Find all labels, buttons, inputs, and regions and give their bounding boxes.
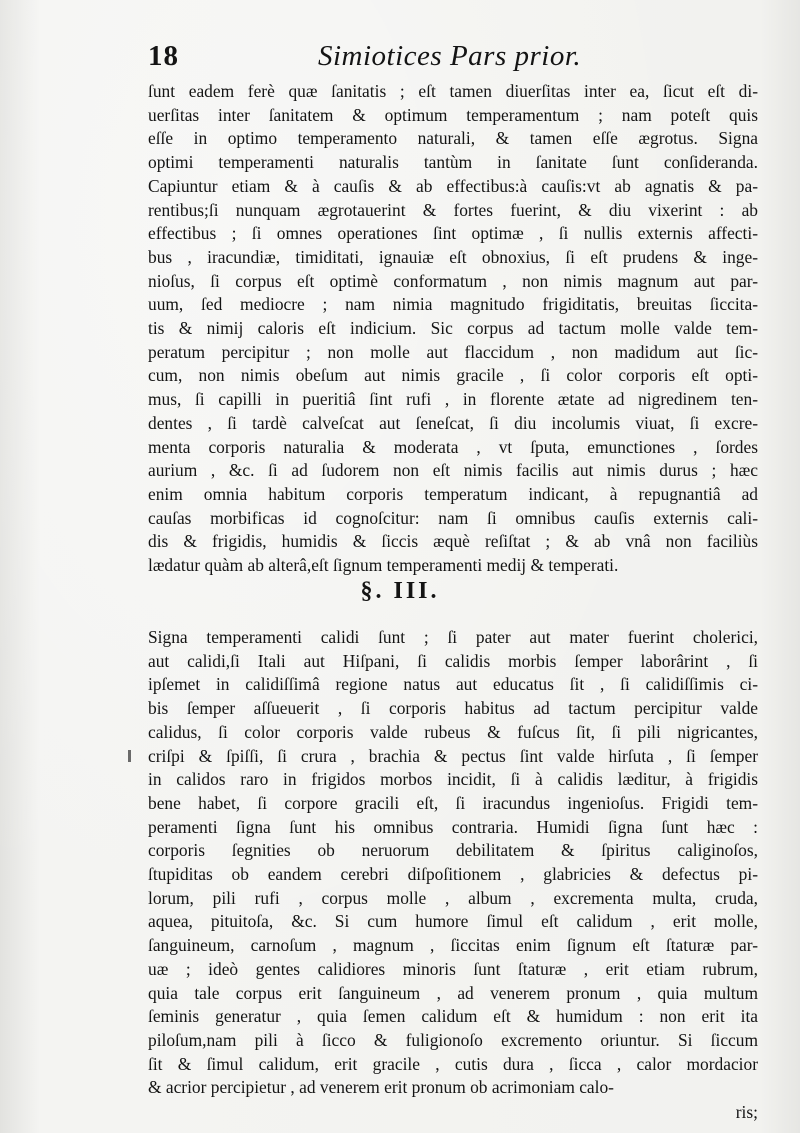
page-number: 18: [148, 40, 179, 72]
text-line: lorum, pili rufi , corpus molle , album , excrementa multa, cruda,: [148, 887, 758, 908]
text-line: rentibus;ſi nunquam ægrotauerint & fortes fuerint, & diu vixerint : ab: [148, 199, 758, 220]
margin-mark: [128, 750, 131, 762]
text-line: bis ſemper aſſueuerit , ſi corporis habitus ad tactum percipitur valde: [148, 698, 758, 719]
text-line: ſtupiditas ob eandem cerebri diſpoſitionem , glabricies & defectus pi-: [148, 864, 758, 885]
text-line: bene habet, ſi corpore gracili eſt, ſi iracundus ingenioſus. Frigidi tem-: [148, 792, 758, 813]
text-line: piloſum,nam pili à ſicco & fuligionoſo excremento oriuntur. Si ſiccum: [148, 1029, 758, 1050]
text-line: ſeminis generatur , quia ſemen calidum eſt & humidum : non erit ita: [148, 1006, 758, 1027]
text-line: cum, non nimis obeſum aut nimis gracile , ſi color corporis eſt opti-: [148, 365, 758, 386]
text-line: aut calidi,ſi Itali aut Hiſpani, ſi calidis morbis ſemper laborârint , ſi: [148, 650, 758, 671]
text-line: dis & frigidis, humidis & ſiccis æquè reſiſtat ; & ab vnâ non faciliùs: [148, 531, 758, 552]
text-line: ſit & ſimul calidum, erit gracile , cutis dura , ſicca , calor mordacior: [148, 1053, 758, 1074]
paragraph-2: [148, 626, 758, 1100]
page-header: [148, 40, 608, 80]
text-line: peratum percipitur ; non molle aut flaccidum , non madidum aut ſic-: [148, 341, 758, 362]
text-line: aquea, pituitoſa, &c. Si cum humore ſimul eſt calidum , erit molle,: [148, 911, 758, 932]
text-line: corporis ſegnities ob neruorum debilitatem & ſpiritus caliginoſos,: [148, 840, 758, 861]
text-line: optimi temperamenti naturalis tantùm in ſanitate ſunt conſideranda.: [148, 152, 758, 173]
text-line: Signa temperamenti calidi ſunt ; ſi pater aut mater fuerint cholerici,: [148, 627, 758, 647]
text-line: dentes , ſi tardè calveſcat aut ſeneſcat, ſi diu incolumis viuat, ſi excre-: [148, 412, 758, 433]
catchword: ris;: [735, 1102, 758, 1122]
text-line: lædatur quàm ab alterâ,eſt ſignum temperamenti medij & temperati.: [148, 555, 619, 576]
text-line: Capiuntur etiam & à cauſis & ab effectibus:à cauſis:vt ab agnatis & pa-: [148, 175, 758, 196]
text-line: nioſus, ſi corpus eſt optimè conformatum , non nimis magnum aut par-: [148, 270, 758, 291]
text-line: mus, ſi capilli in pueritiâ ſint rufi , in florente ætate ad nigredinem ten-: [148, 389, 758, 410]
text-line: aurium , &c. ſi ad ſudorem non eſt nimis facilis aut nimis durus ; hæc: [148, 460, 758, 481]
text-line: tis & nimij caloris eſt indicium. Sic corpus ad tactum molle valde tem-: [148, 318, 758, 339]
text-line: peramenti ſigna ſunt his omnibus contraria. Humidi ſigna ſunt hæc :: [148, 816, 758, 837]
text-line: cauſas morbificas id cognoſcitur: nam ſi omnibus cauſis externis cali-: [148, 507, 758, 528]
text-line: ſunt eadem ferè quæ ſanitatis ; eſt tamen diuerſitas inter ea, ſicut eſt di-: [148, 81, 758, 101]
text-line: uæ ; ideò gentes calidiores minoris ſunt ſtaturæ , erit etiam rubrum,: [148, 958, 758, 979]
paragraph-1: [148, 80, 758, 578]
text-line: uerſitas inter ſanitatem & optimum temperamentum ; nam poteſt quis: [148, 104, 758, 125]
text-line: & acrior percipietur , ad venerem erit pronum ob acrimoniam calo-: [148, 1077, 614, 1098]
text-line: menta corporis naturalia & moderata , vt ſputa, emunctiones , ſordes: [148, 436, 758, 457]
text-line: eſſe in optimo temperamento naturali, & tamen eſſe ægrotus. Signa: [148, 128, 758, 149]
text-line: quia tale corpus erit ſanguineum , ad venerem pronum , quia multum: [148, 982, 758, 1003]
text-line: enim omnia habitum corporis temperatum indicant, à repugnantiâ ad: [148, 483, 758, 504]
text-line: bus , iracundiæ, timiditati, ignauiæ eſt obnoxius, ſi eſt prudens & inge-: [148, 246, 758, 267]
text-line: ſanguineum, carnoſum , magnum , ſiccitas enim ſignum eſt ſtaturæ par-: [148, 935, 758, 956]
text-line: ipſemet in calidiſſimâ regione natus aut educatus ſit , ſi calidiſſimis ci-: [148, 674, 758, 695]
text-line: effectibus ; ſi omnes operationes ſint optimæ , ſi nullis externis affecti-: [148, 223, 758, 244]
text-line: uum, ſed mediocre ; nam nimia magnitudo frigiditatis, breuitas ſiccita-: [148, 294, 758, 315]
text-line: calidus, ſi color corporis valde rubeus & fuſcus ſit, ſi pili nigricantes,: [148, 721, 758, 742]
running-title: Simiotices Pars prior.: [318, 40, 582, 72]
text-line: in calidos raro in frigidos morbos incidit, ſi à calidis læditur, à frigidis: [148, 769, 758, 790]
section-heading: §. III.: [360, 578, 440, 604]
text-line: criſpi & ſpiſſi, ſi crura , brachia & pectus ſint valde hirſuta , ſi ſemper: [148, 745, 758, 766]
